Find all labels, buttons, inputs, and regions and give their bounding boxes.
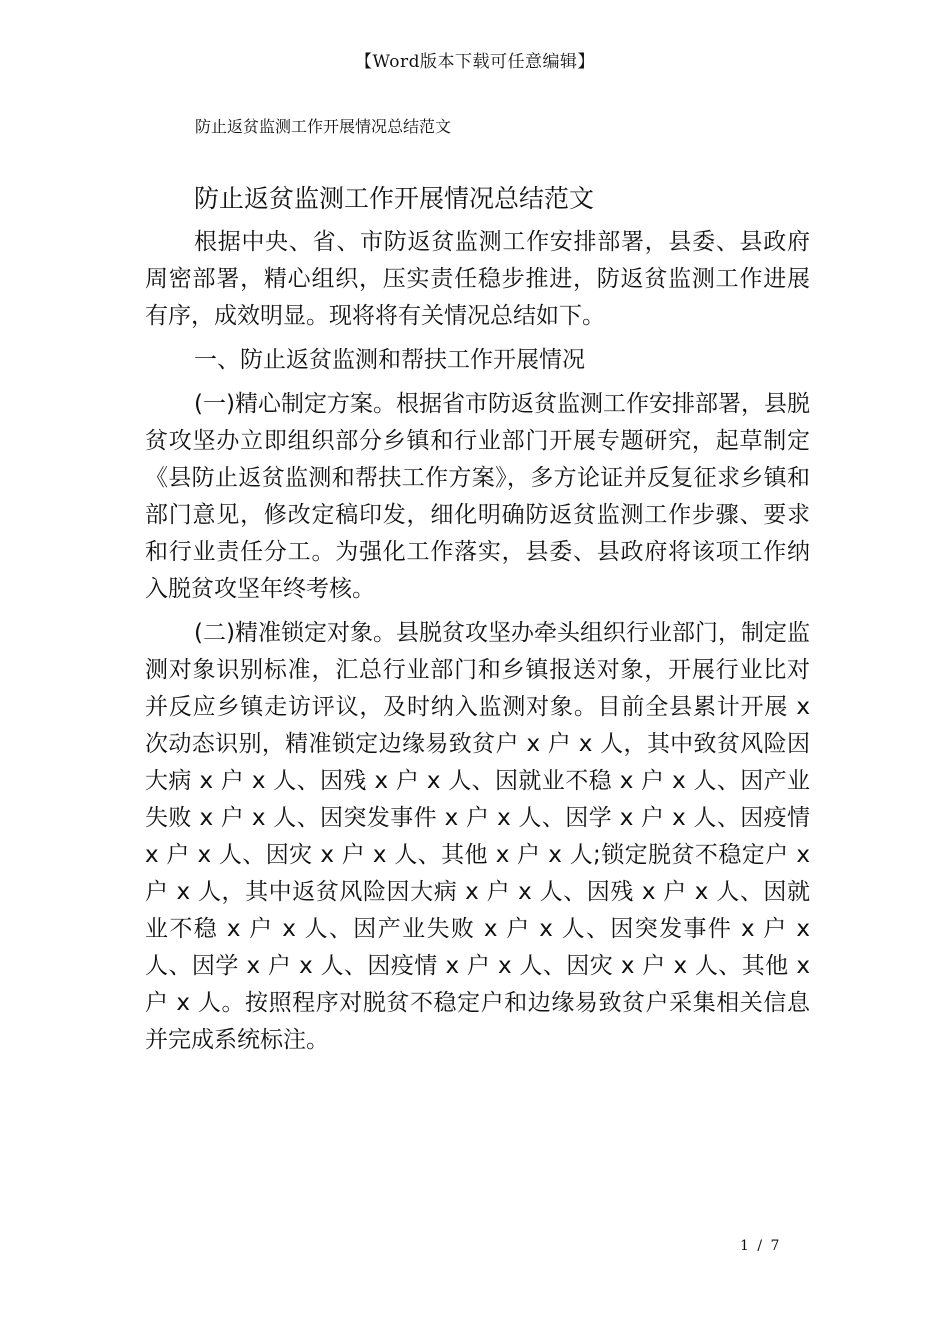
document-body [145,180,810,1066]
document-title: 防止返贫监测工作开展情况总结范文 [194,184,595,213]
intro-paragraph: 根据中央、省、市防返贫监测工作安排部署，县委、县政府周密部署，精心组织，压实责任稳步推进，防返贫监测工作进展有序，成效明显。现将将有关情况总结如下。 [145,229,810,329]
paragraph-lock-targets: (二)精准锁定对象。县脱贫攻坚办牵头组织行业部门，制定监测对象识别标准，汇总行业部门和乡镇报送对象，开展行业比对并反应乡镇走访评议，及时纳入监测对象。目前全县累计开展 x 次动态识别，精准锁定边缘易致贫户 x 户 x 人，其中致贫风险因大病 x 户 x 人、因残 x 户 x 人、因就业不稳 x 户 x 人、因产业失败 x 户 x 人、因突发事件 x 户 x 人、因学 x 户 x 人、因疫情 x 户 x 人、因灾 x 户 x 人、其他 x 户 x 人;锁定脱贫不稳定户 x 户 x 人，其中返贫风险因大病 x 户 x 人、因残 x 户 x 人、因就业不稳 x 户 x 人、因产业失败 x 户 x 人、因突发事件 x 户 x 人、因学 x 户 x 人、因疫情 x 户 x 人、因灾 x 户 x 人、其他 x 户 x 人。按照程序对脱贫不稳定户和边缘易致贫户采集相关信息并完成系统标注。 [145,620,810,1053]
paragraph-formulate-plan: (一)精心制定方案。根据省市防返贫监测工作安排部署，县脱贫攻坚办立即组织部分乡镇和行业部门开展专题研究，起草制定《县防止返贫监测和帮扶工作方案》，多方论证并反复征求乡镇和部门意见，修改定稿印发，细化明确防返贫监测工作步骤、要求和行业责任分工。为强化工作落实，县委、县政府将该项工作纳入脱贫攻坚年终考核。 [145,391,810,602]
page-number: 1 / 7 [740,1238,782,1254]
document-small-title: 防止返贫监测工作开展情况总结范文 [195,117,452,136]
header-banner: 【Word版本下载可任意编辑】 [354,52,596,72]
section-heading-1: 一、防止返贫监测和帮扶工作开展情况 [194,347,585,373]
